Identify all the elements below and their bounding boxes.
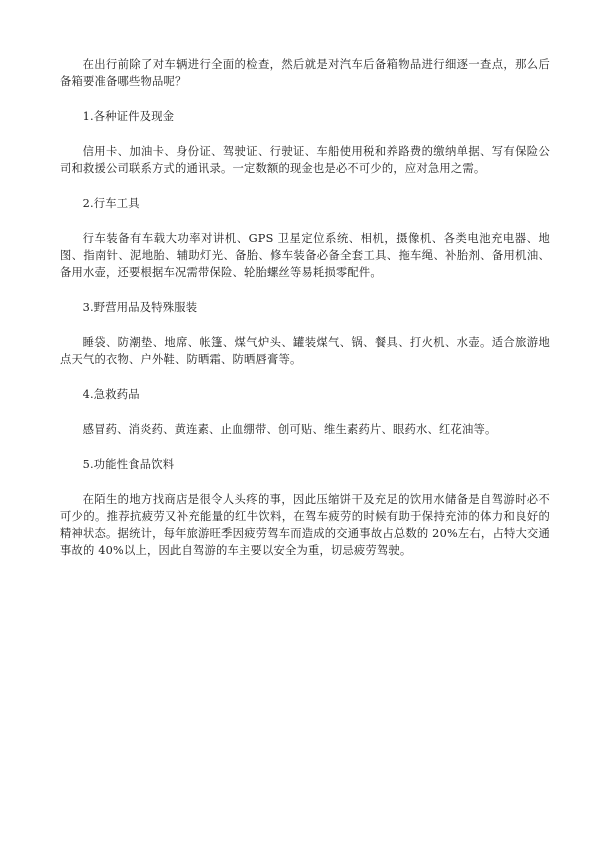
document-page [60, 56, 550, 559]
section-heading-food-drinks: 5.功能性食品饮料 [82, 458, 175, 471]
section-heading-driving-tools: 2.行车工具 [82, 197, 140, 210]
section-body-food-drinks: 在陌生的地方找商店是很令人头疼的事，因此压缩饼干及充足的饮用水储备是自驾游时必不可少的。推荐抗疲劳又补充能量的红牛饮料，在驾车疲劳的时候有助于保持充沛的体力和良好的精神状态。据统计，每年旅游旺季因疲劳驾车而造成的交通事故占总数的 20%左右，占特大交通事故的 40%以上，因此自驾游的车主要以安全为重，切忌疲劳驾驶。 [60, 493, 550, 557]
section-body-camping: 睡袋、防潮垫、地席、帐篷、煤气炉头、罐装煤气、锅、餐具、打火机、水壶。适合旅游地点天气的衣物、户外鞋、防晒霜、防晒唇膏等。 [60, 336, 550, 366]
section-heading-first-aid: 4.急救药品 [82, 388, 140, 401]
section-heading-documents: 1.各种证件及现金 [82, 110, 175, 123]
section-body-driving-tools: 行车装备有车载大功率对讲机、GPS 卫星定位系统、相机，摄像机、各类电池充电器、地图、指南针、泥地胎、辅助灯光、备胎、修车装备必备全套工具、拖车绳、补胎剂、备用机油、备用水壶，还要根据车况需带保险、轮胎螺丝等易耗损零配件。 [60, 232, 550, 279]
section-body-first-aid: 感冒药、消炎药、黄连素、止血绷带、创可贴、维生素药片、眼药水、红花油等。 [82, 423, 497, 436]
intro-paragraph: 在出行前除了对车辆进行全面的检查，然后就是对汽车后备箱物品进行细逐一查点，那么后备箱要准备哪些物品呢？ [60, 58, 550, 88]
section-body-documents: 信用卡、加油卡、身份证、驾驶证、行驶证、车船使用税和养路费的缴纳单据、写有保险公司和救援公司联系方式的通讯录。一定数额的现金也是必不可少的，应对急用之需。 [60, 145, 550, 175]
section-heading-camping: 3.野营用品及特殊服装 [82, 301, 198, 314]
